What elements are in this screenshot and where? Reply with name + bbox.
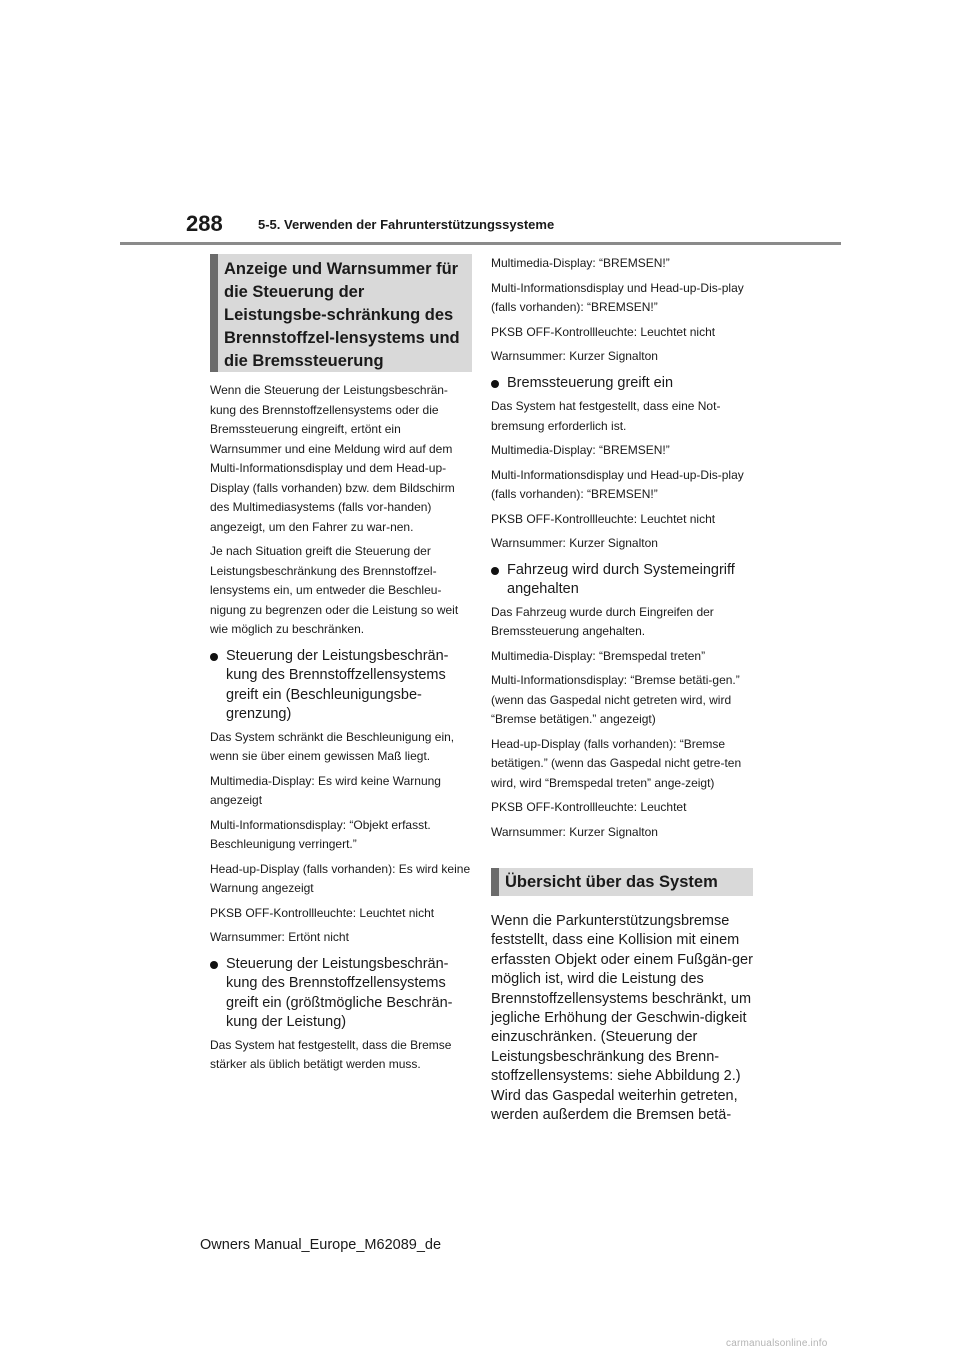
- bullet-line: Head-up-Display (falls vorhanden): Es wird keine Warnung angezeigt: [210, 861, 471, 895]
- bullet-brake-control: [491, 374, 753, 395]
- bullet-line: Das Fahrzeug wurde durch Eingreifen der Bremssteuerung angehalten.: [491, 604, 714, 638]
- paragraph-intro: Wenn die Steuerung der Leistungsbeschrän-kung des Brennstoffzellensystems oder die Bremssteuerung eingreift, ertönt ein Warnsummer und eine Meldung wird auf dem Multi-Informationsdisplay und dem Head-up-Display (falls vorhanden) bzw. dem Bildschirm des Multimediasystems (falls vor-handen) angezeigt, um den Fahrer zu war-nen.: [210, 383, 455, 534]
- bullet-line: PKSB OFF-Kontrollleuchte: Leuchtet: [491, 800, 687, 814]
- bullet-line: Warnsummer: Ertönt nicht: [210, 930, 349, 944]
- bullet-line: Multi-Informationsdisplay: “Objekt erfasst. Beschleunigung verringert.”: [210, 817, 431, 851]
- bullet-line: Das System hat festgestellt, dass die Bremse stärker als üblich betätigt werden muss.: [210, 1037, 452, 1071]
- continued-line: Multimedia-Display: “BREMSEN!”: [491, 256, 670, 270]
- right-column: [491, 254, 753, 1125]
- bullet-line: PKSB OFF-Kontrollleuchte: Leuchtet nicht: [491, 511, 716, 526]
- watermark: carmanualsonline.info: [726, 1338, 828, 1349]
- bullet-title: Bremssteuerung greift ein: [507, 374, 674, 391]
- bullet-line: Das System schränkt die Beschleunigung ein, wenn sie über einem gewissen Maß liegt.: [210, 729, 455, 763]
- bullet-title: Fahrzeug wird durch Systemeingriff angehalten: [507, 561, 735, 597]
- bullet-dot-icon: [210, 955, 226, 1033]
- header-rule: [120, 242, 841, 245]
- continued-line: Multi-Informationsdisplay und Head-up-Dis-play (falls vorhanden): “BREMSEN!”: [491, 280, 744, 314]
- section-heading-display-warning: Anzeige und Warnsummer für die Steuerung der Leistungsbe-schränkung des Brennstoffzel-lensystems und die Bremssteuerung: [210, 254, 472, 372]
- bullet-line: Multi-Informationsdisplay: “Bremse betäti-gen.” (wenn das Gaspedal nicht getreten wird, wird “Bremse betätigen.” angezeigt): [491, 673, 740, 726]
- bullet-dot-icon: [491, 561, 507, 600]
- bullet-line: Warnsummer: Kurzer Signalton: [491, 824, 658, 839]
- bullet-title: Steuerung der Leistungsbeschrän-kung des Brennstoffzellensystems greift ein (größtmögliche Beschrän-kung der Leistung): [226, 955, 453, 1030]
- bullet-line: Multimedia-Display: “Bremspedal treten”: [491, 648, 706, 663]
- paragraph-situation: Je nach Situation greift die Steuerung der Leistungsbeschränkung des Brennstoffzel-lensystems ein, um entweder die Beschleu-nigung zu begrenzen oder die Leistung so weit wie möglich zu beschränken.: [210, 544, 459, 636]
- bullet-line: Das System hat festgestellt, dass eine Not-bremsung erforderlich ist.: [491, 399, 721, 433]
- bullet-line: PKSB OFF-Kontrollleuchte: Leuchtet nicht: [210, 905, 435, 920]
- bullet-line: Multimedia-Display: “BREMSEN!”: [491, 443, 670, 457]
- bullet-acceleration-limit: [210, 647, 472, 725]
- footer-manual-id: Owners Manual_Europe_M62089_de: [200, 1237, 442, 1253]
- paragraph-overview: Wenn die Parkunterstützungsbremse feststellt, dass eine Kollision mit einem erfassten Objekt oder einem Fußgän-ger möglich ist, wird die Leistung des Brennstoffzellensystems beschränkt, um jegliche Erhöhung der Geschwin-digkeit einzuschränken. (Steuerung der Leistungsbeschränkung des Brenn-stoffzellensystems: siehe Abbildung 2.) Wird das Gaspedal weiterhin getreten, werden außerdem die Bremsen betä-: [491, 913, 753, 1124]
- bullet-dot-icon: [491, 374, 507, 395]
- bullet-title: Steuerung der Leistungsbeschrän-kung des Brennstoffzellensystems greift ein (Beschleunigungsbe-grenzung): [226, 647, 449, 722]
- bullet-dot-icon: [210, 647, 226, 725]
- page-number: 288: [186, 211, 223, 236]
- bullet-line: Multi-Informationsdisplay und Head-up-Dis-play (falls vorhanden): “BREMSEN!”: [491, 467, 744, 501]
- left-column: [210, 254, 472, 1075]
- section-heading-system-overview: Übersicht über das System: [491, 868, 753, 896]
- bullet-line: Warnsummer: Kurzer Signalton: [491, 536, 658, 550]
- section-title: 5-5. Verwenden der Fahrunterstützungssysteme: [258, 217, 555, 232]
- bullet-max-power-limit: [210, 955, 472, 1033]
- bullet-vehicle-stopped: [491, 561, 753, 600]
- continued-line: Warnsummer: Kurzer Signalton: [491, 349, 658, 363]
- continued-line: PKSB OFF-Kontrollleuchte: Leuchtet nicht: [491, 324, 716, 339]
- bullet-line: Multimedia-Display: Es wird keine Warnung angezeigt: [210, 773, 441, 807]
- bullet-line: Head-up-Display (falls vorhanden): “Bremse betätigen.” (wenn das Gaspedal nicht getre-ten wird, wird “Bremspedal treten” ange-zeigt): [491, 736, 742, 790]
